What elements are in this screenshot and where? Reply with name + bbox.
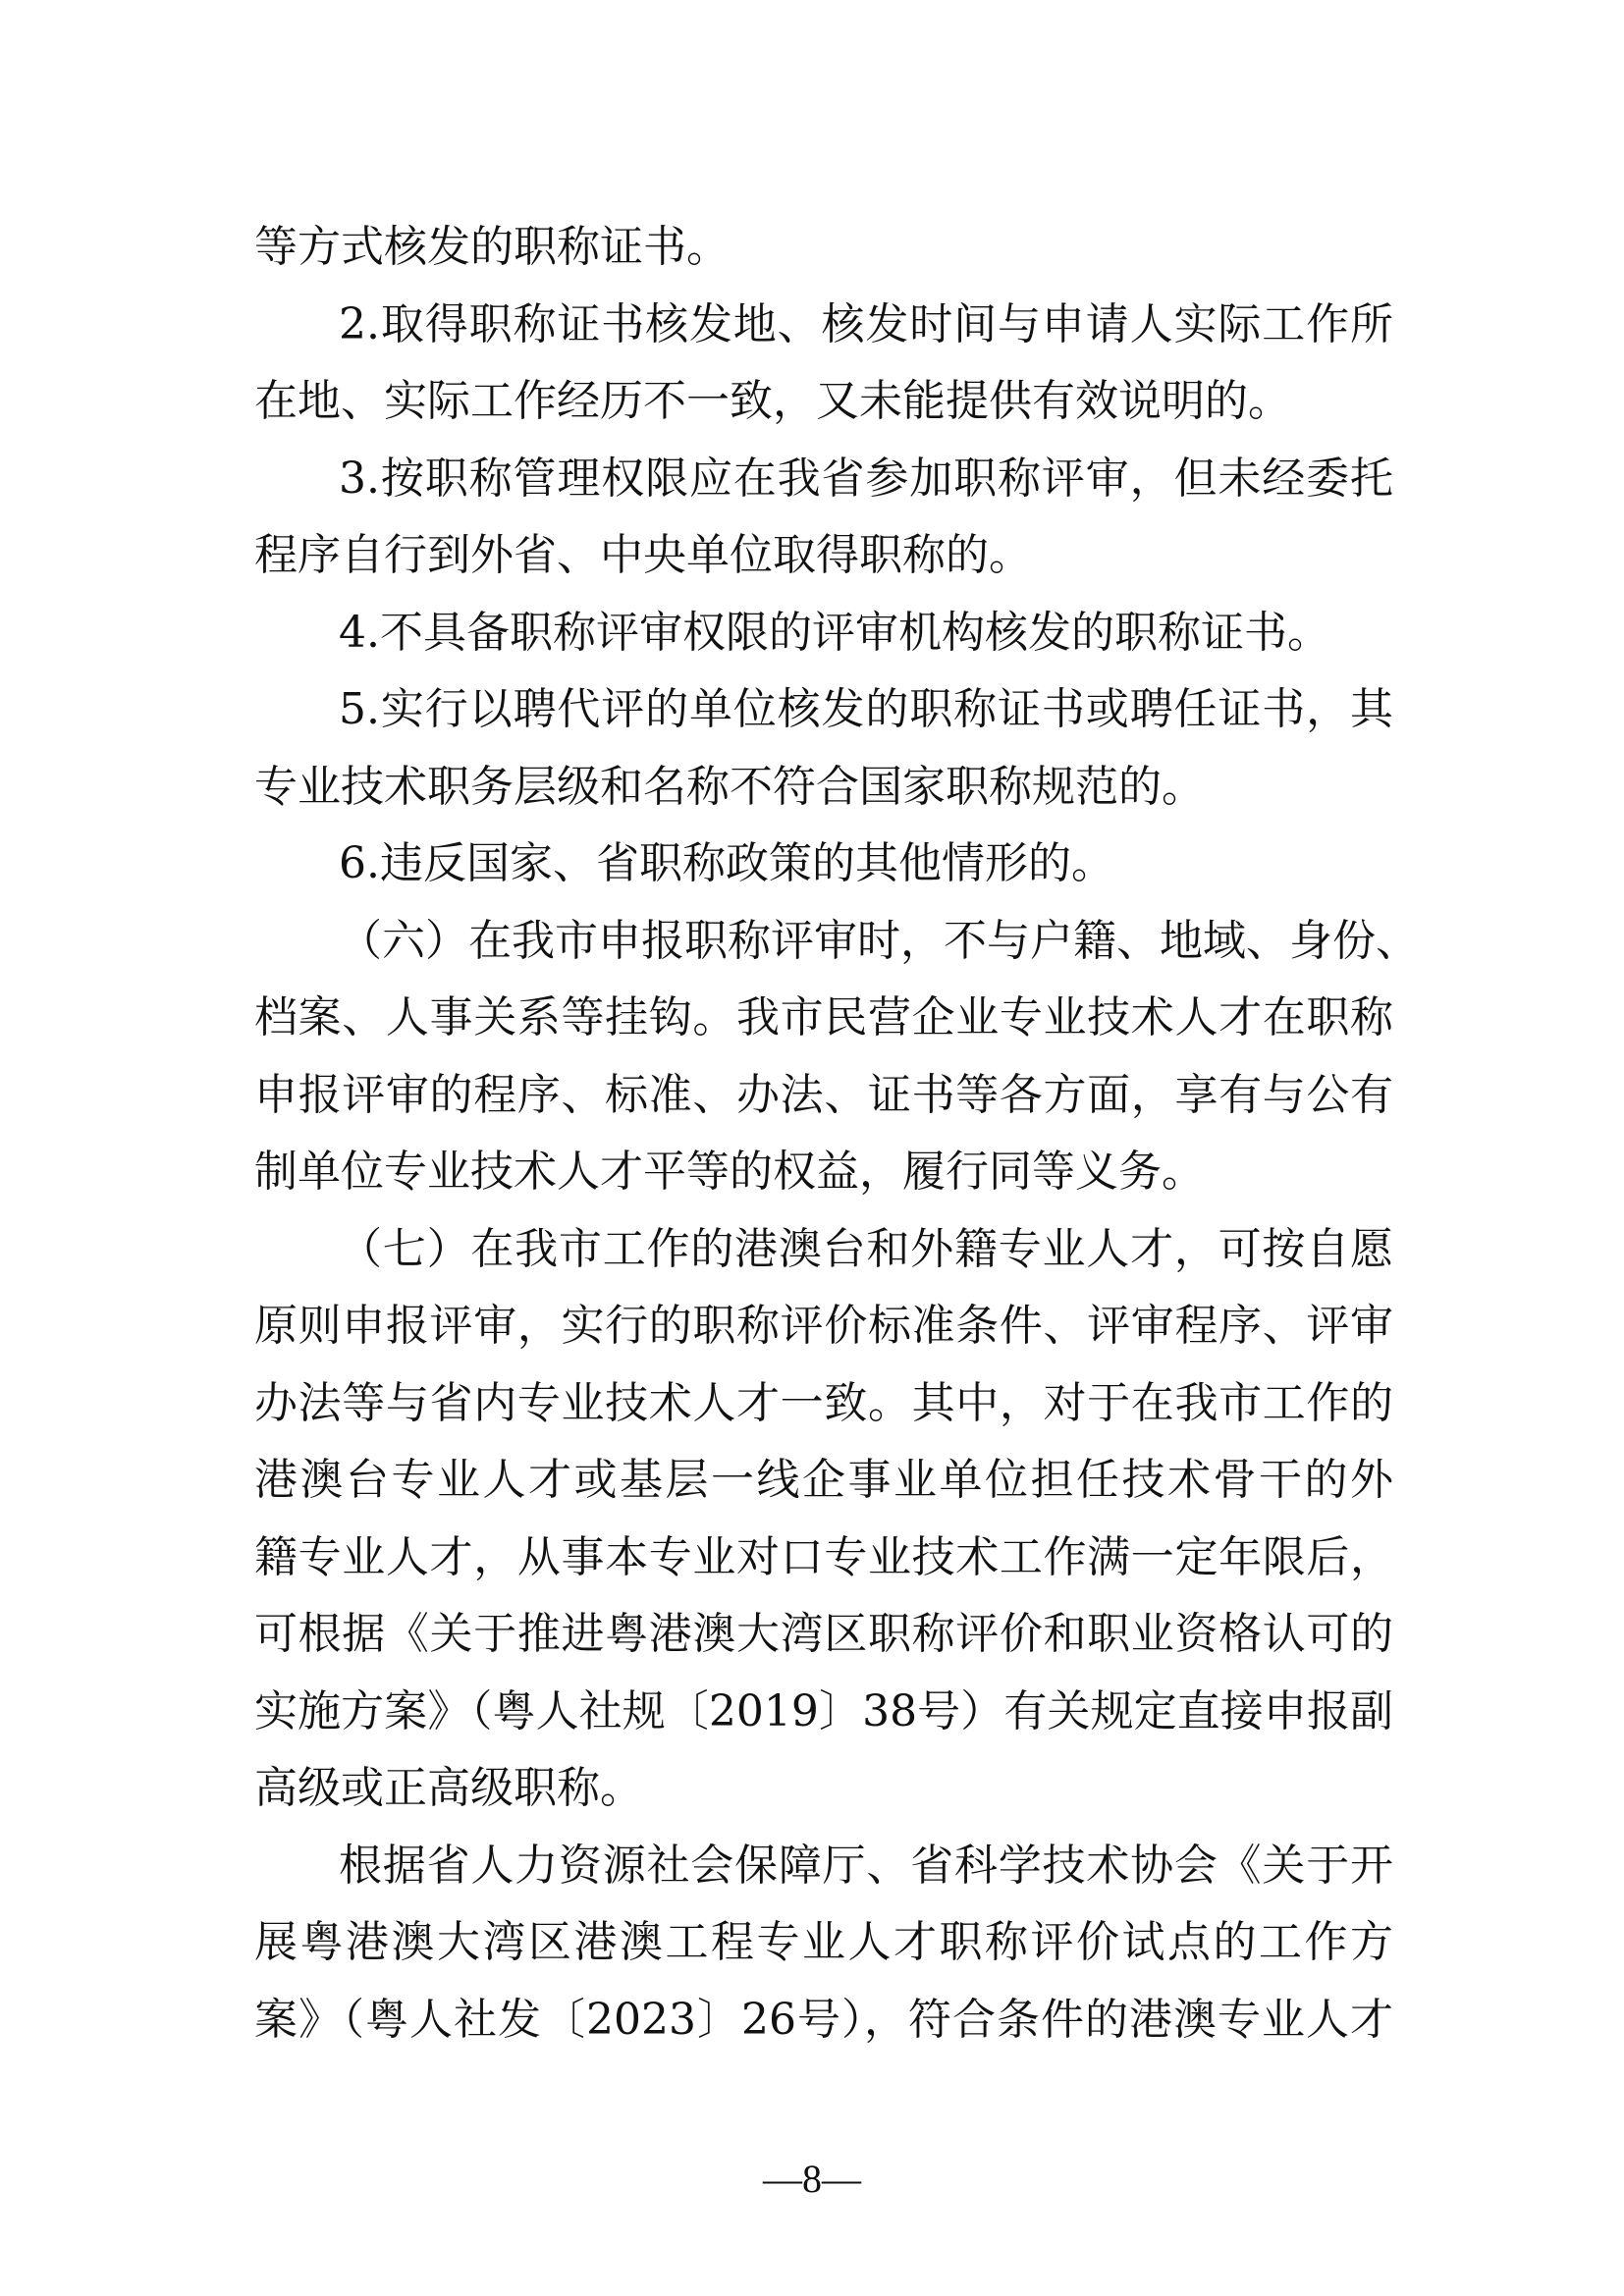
text-line: 档案、人事关系等挂钩。我市民营企业专业技术人才在职称 [254,992,1393,1042]
text-line: 办法等与省内专业技术人才一致。其中，对于在我市工作的 [254,1377,1393,1428]
text-line: 高级或正高级职称。 [254,1763,643,1813]
text-line: 程序自行到外省、中央单位取得职称的。 [254,530,1032,580]
text-line: 港澳台专业人才或基层一线企事业单位担任技术骨干的外 [254,1455,1393,1505]
text-line: 展粤港澳大湾区港澳工程专业人才职称评价试点的工作方 [254,1917,1393,1967]
document-body [254,209,1419,2058]
text-line: 专业技术职务层级和名称不符合国家职称规范的。 [254,761,1205,812]
text-line: 6.违反国家、省职称政策的其他情形的。 [339,838,1114,888]
text-line: 原则申报评审，实行的职称评价标准条件、评审程序、评审 [254,1301,1393,1351]
text-line: 案》（粤人社发〔2023〕26号），符合条件的港澳专业人才 [254,1994,1393,2045]
text-line: 4.不具备职称评审权限的评审机构核发的职称证书。 [339,607,1330,658]
page-number: —8— [763,2157,861,2201]
text-line: 5.实行以聘代评的单位核发的职称证书或聘任证书，其 [339,684,1393,734]
text-line: 等方式核发的职称证书。 [254,222,730,272]
text-line: 2.取得职称证书核发地、核发时间与申请人实际工作所 [339,298,1393,349]
text-line: 在地、实际工作经历不一致，又未能提供有效说明的。 [254,376,1291,426]
text-line: （六）在我市申报职称评审时，不与户籍、地域、身份、 [339,915,1419,966]
text-line: 制单位专业技术人才平等的权益，履行同等义务。 [254,1147,1205,1197]
text-line: 可根据《关于推进粤港澳大湾区职称评价和职业资格认可的 [254,1609,1393,1659]
text-line: 实施方案》（粤人社规〔2019〕38号）有关规定直接申报副 [254,1685,1393,1736]
text-line: 3.按职称管理权限应在我省参加职称评审，但未经委托 [339,453,1393,504]
text-line: 籍专业人才，从事本专业对口专业技术工作满一定年限后， [254,1531,1393,1582]
text-line: 根据省人力资源社会保障厅、省科学技术协会《关于开 [339,1840,1393,1891]
text-line: （七）在我市工作的港澳台和外籍专业人才，可按自愿 [339,1223,1393,1274]
text-line: 申报评审的程序、标准、办法、证书等各方面，享有与公有 [254,1069,1393,1120]
